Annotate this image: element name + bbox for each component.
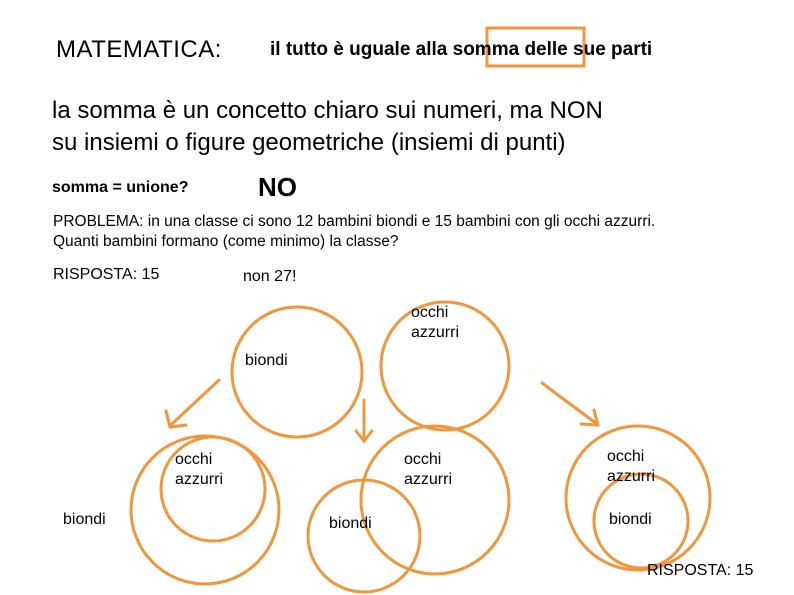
intro-line-2: su insiemi o figure geometriche (insiemi di punti) (52, 129, 566, 156)
top-blond-label: biondi (245, 352, 288, 369)
right-blond-label: biondi (609, 511, 652, 528)
intro-line-1: la somma è un concetto chiaro sui numeri, ma NON (52, 97, 603, 124)
problem-line-2: Quanti bambini formano (come minimo) la classe? (53, 233, 399, 250)
top-blue-eyes-label (411, 303, 459, 343)
question-answer: NO (258, 172, 297, 202)
label-line: occhi (175, 451, 213, 468)
right-blue-eyes-label (607, 447, 655, 487)
label-line: occhi (411, 304, 449, 321)
middle-blue-eyes-label (404, 450, 452, 490)
footer-answer: RISPOSTA: 15 (647, 562, 754, 579)
page-title: MATEMATICA: (56, 36, 222, 63)
middle-blue-eyes-circle (361, 426, 509, 574)
page-subtitle: il tutto è uguale alla somma delle sue parti (270, 39, 653, 60)
arrow-right (542, 383, 598, 425)
label-line: azzurri (411, 324, 460, 341)
middle-blond-label: biondi (329, 515, 372, 532)
left-blond-label: biondi (63, 511, 106, 528)
intro-text (52, 95, 752, 159)
arrow-middle (356, 400, 372, 441)
arrow-left (166, 380, 219, 427)
label-line: occhi (404, 451, 442, 468)
answer-text: RISPOSTA: 15 (53, 266, 160, 283)
label-line: azzurri (607, 468, 656, 485)
middle-blond-circle (308, 480, 420, 592)
left-blue-eyes-label (175, 450, 223, 490)
label-line: azzurri (404, 471, 453, 488)
problem-line-1: PROBLEMA: in una classe ci sono 12 bambini biondi e 15 bambini con gli occhi azzurri. (53, 213, 656, 230)
label-line: azzurri (175, 471, 224, 488)
problem-text (53, 212, 793, 252)
answer-note: non 27! (243, 268, 297, 285)
label-line: occhi (607, 448, 645, 465)
top-blond-circle (232, 307, 362, 437)
question-text: somma = unione? (52, 179, 189, 196)
